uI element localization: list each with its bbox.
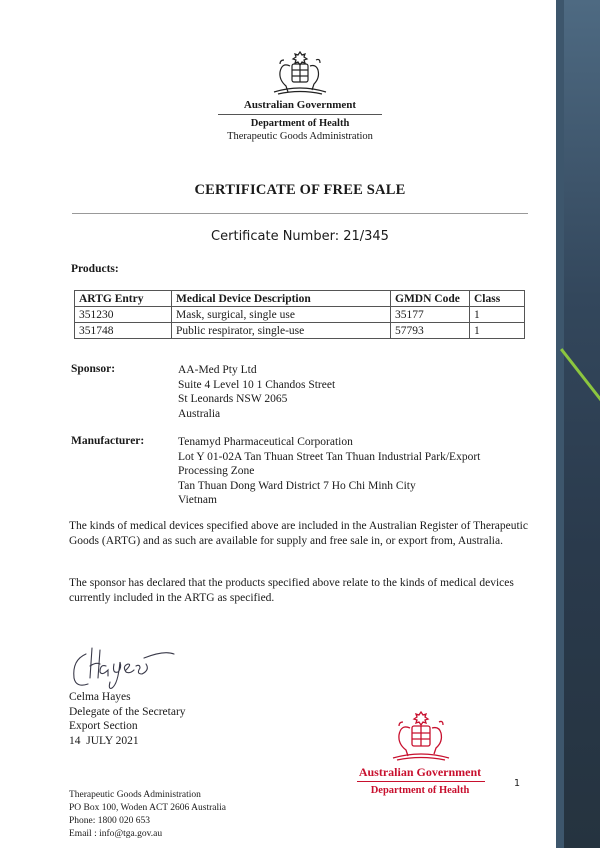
cell-description: Public respirator, single-use [172, 323, 391, 339]
certificate-title: CERTIFICATE OF FREE SALE [194, 182, 406, 198]
paragraph-artg-inclusion: The kinds of medical devices specified above are included in the Australian Register of Therapeutic Goods (ARTG) and as such are available for supply and free sale in, or export from, Australia. [69, 520, 528, 547]
sponsor-line: Australia [178, 407, 221, 420]
table-row [75, 323, 525, 339]
col-description: Medical Device Description [172, 291, 391, 307]
stamp-department: Department of Health [370, 785, 470, 796]
manufacturer-line: Tan Thuan Dong Ward District 7 Ho Chi Minh City [178, 479, 416, 492]
cell-gmdn: 35177 [391, 307, 470, 323]
page-number: 1 [514, 778, 521, 789]
signatory-name: Celma Hayes [69, 691, 131, 703]
cell-class: 1 [470, 307, 525, 323]
header-government: Australian Government [243, 99, 357, 111]
manufacturer-label: Manufacturer: [71, 435, 145, 447]
paragraph-sponsor-declaration: The sponsor has declared that the products specified above relate to the kinds of medical devices currently included in the ARTG as specified. [69, 577, 514, 604]
cell-artg: 351230 [75, 307, 172, 323]
sponsor-line: St Leonards NSW 2065 [178, 393, 288, 405]
footer-email: Email : info@tga.gov.au [69, 829, 163, 839]
col-gmdn-code: GMDN Code [391, 291, 470, 307]
footer-line: Therapeutic Goods Administration [69, 790, 201, 800]
signatory-section: Export Section [69, 720, 138, 732]
footer-line: PO Box 100, Woden ACT 2606 Australia [69, 803, 226, 813]
footer-block [69, 789, 226, 841]
sponsor-block [178, 363, 335, 421]
manufacturer-block [178, 435, 480, 508]
manufacturer-line: Vietnam [178, 494, 217, 506]
title-divider [72, 213, 528, 214]
cell-description: Mask, surgical, single use [172, 307, 391, 323]
products-table [74, 290, 525, 339]
sponsor-line: AA-Med Pty Ltd [178, 364, 257, 376]
manufacturer-line: Processing Zone [178, 465, 255, 477]
certificate-number: Certificate Number: 21/345 [211, 229, 389, 244]
cell-artg: 351748 [75, 323, 172, 339]
sponsor-line: Suite 4 Level 10 1 Chandos Street [178, 378, 336, 391]
table-header-row [75, 291, 525, 307]
manufacturer-line: Tenamyd Pharmaceutical Corporation [178, 436, 353, 448]
signatory-role: Delegate of the Secretary [69, 705, 186, 718]
header-divider [218, 114, 382, 115]
table-row [75, 307, 525, 323]
stamp-coat-of-arms-icon [385, 708, 457, 764]
stamp-government: Australian Government [358, 765, 482, 779]
cell-class: 1 [470, 323, 525, 339]
signatory-block [69, 690, 186, 748]
manufacturer-line: Lot Y 01-02A Tan Thuan Street Tan Thuan Industrial Park/Export [178, 450, 481, 463]
products-label: Products: [71, 263, 119, 275]
coat-of-arms-icon [268, 48, 332, 98]
header-department: Department of Health [250, 118, 350, 129]
col-class: Class [470, 291, 525, 307]
footer-line: Phone: 1800 020 653 [69, 816, 151, 826]
signature-date: 14 JULY 2021 [69, 734, 139, 747]
header-agency: Therapeutic Goods Administration [227, 131, 373, 142]
col-artg-entry: ARTG Entry [75, 291, 172, 307]
sponsor-label: Sponsor: [71, 363, 116, 375]
stamp-divider [357, 781, 485, 782]
cell-gmdn: 57793 [391, 323, 470, 339]
